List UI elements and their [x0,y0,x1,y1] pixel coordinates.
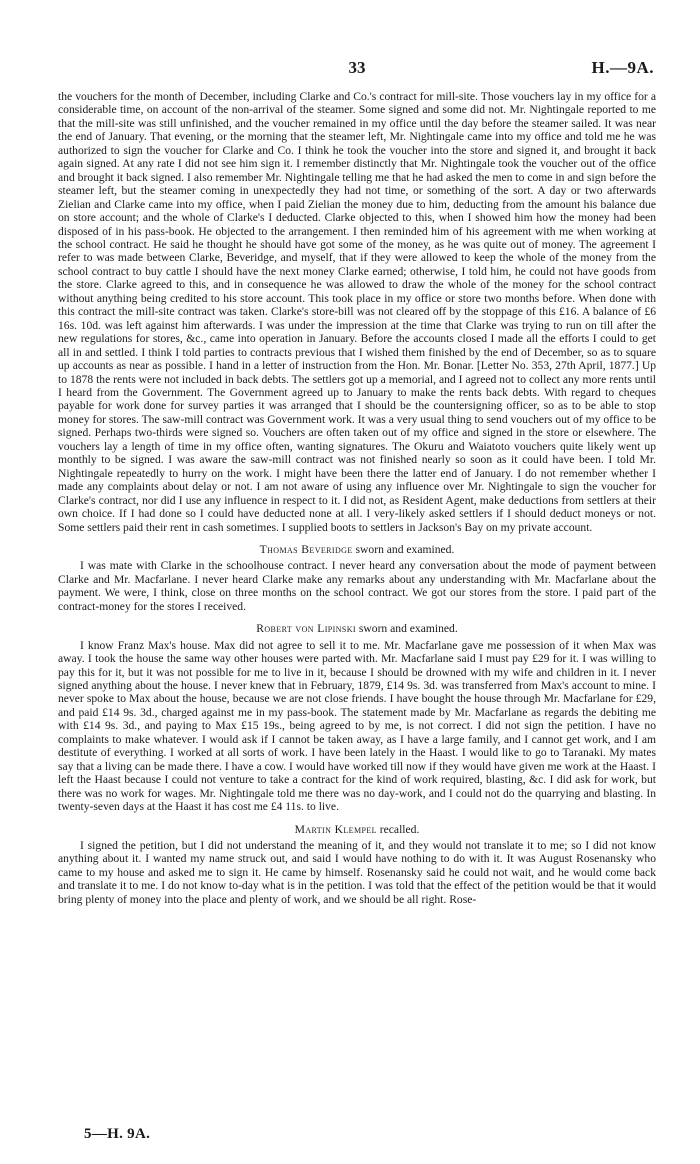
witness-status: recalled. [376,822,420,836]
witness-name: Robert von Lipinski [256,622,356,636]
paragraph-beveridge-testimony: I was mate with Clarke in the schoolhouse contract. I never heard any conversation about the mode of payment between Clarke and Mr. Macfarlane. I never heard Clarke make any remarks about any understanding with Mr. Macfarlane about the payment. We were, I think, close on three months on the school contract. We got our stores from the store. I paid part of the contract-money for the stores I received. [58,559,656,613]
document-reference: H.—9A. [591,58,654,77]
signature-mark: 5—H. 9A. [84,1126,151,1142]
section-heading-beveridge [58,543,656,556]
paragraph-klempel-testimony: I signed the petition, but I did not understand the meaning of it, and they would not translate it to me; so I did not know anything about it. I wanted my name struck out, and said I would have nothing to do with it. It was August Rosenansky who came to my house and asked me to sign it. He came by himself. Rosenansky said he could not wait, and he would come back and translate it to me. I do not know to-day what is in the petition. I was told that the effect of the petition would be that it would bring plenty of money into the place and plenty of work, and we should be all right. Rose- [58,839,656,906]
section-heading-lipinski [58,622,656,635]
witness-status: sworn and examined. [355,622,458,636]
witness-name: Martin Klempel [294,822,377,836]
paragraph-testimony-continued: the vouchers for the month of December, including Clarke and Co.'s contract for mill-site. Those vouchers lay in my office for a considerable time, on account of the non-arrival of the steamer. Some signed and some did not. Mr. Nightingale reported to me that the mill-site was still unfinished, and the voucher remained in my office until the day before the steamer sailed. It was near the end of January. That evening, or the morning that the steamer left, Mr. Nightingale came into my office and told me he was authorized to sign the voucher for Clarke and Co. I think he took the voucher into the store and signed it, and brought it back again signed. At any rate I did not see him sign it. I remember distinctly that Mr. Nightingale took the voucher out of the office and brought it back signed. I also remember Mr. Nightingale telling me that he had asked the men to come in and sign before the steamer left, but the steamer coming in unexpectedly they had not time, or something of the sort. A day or two afterwards Zielian and Clarke came into my office, when I paid Zielian the money due to him, deducting from the amount his balance due on store account; and the whole of Clarke's I deducted. Clarke objected to this, when I showed him how the money had been disposed of in his pass-book. He objected to the arrangement. I then reminded him of his agreement with me when working at the school contract. He said he thought he should have got some of the money, as he was quite out of money. The agreement I refer to was made between Clarke, Beveridge, and myself, that if they were allowed to keep the whole of the money from the school contract to buy cattle I should have the next money Clarke earned; otherwise, I told him, he could not have goods from the store. Clarke agreed to this, and in consequence he was allowed to draw the whole of the money for the school contract without anything being credited to his store account. This took place in my office or store two months before. When done with this contract the mill-site contract was taken. Clarke's store-bill was not cleared off by the stoppage of this £16. A balance of £6 16s. 10d. was left against him afterwards. I was under the impression at the time that Clarke was trying to run on till after the new regulations for stores, &c., came into operation in January. Before the accounts closed I made all the efforts I could to get all in and settled. I think I told parties to contracts previous that I wished them finished by the end of December, so as to square up accounts as near as possible. I hand in a letter of instruction from the Hon. Mr. Bonar. [Letter No. 353, 27th April, 1877.] Up to 1878 the rents were not included in back debts. The settlers got up a memorial, and I agreed not to collect any more rents until I heard from the Government. The Government agreed up to January to make the rents back debts. With regard to cheques payable for work done for survey parties it was arranged that I should be the countersigning officer, so as to be able to stop money for stores. The saw-mill contract was Government work. It was a very usual thing to send vouchers out of my office to be signed. Perhaps two-thirds were signed so. Vouchers are often taken out of my office and signed in the store or elsewhere. The vouchers lay a length of time in my office often, wanting signatures. The Okuru and Waiatoto vouchers quite likely went up monthly to be signed. I was aware the saw-mill contract was not finished nearly so soon as it could have been. I told Mr. Nightingale repeatedly to hurry on the work. I might have been there the latter end of January. I do not remember whether I made any complaints about delay or not. I am not aware of using any influence over Mr. Nightingale to sign the voucher for Clarke's contract, nor did I use any influence in respect to it. I did not, as Resident Agent, make deductions from settlers at their own choice. If I had done so I could have deducted none at all. I very-likely asked settlers if I should deduct moneys or not. Some settlers paid their rent in cash sometimes. I supplied boots to settlers in Jackson's Bay on my private account. [58,90,656,534]
witness-status: sworn and examined. [352,542,455,556]
document-body [58,90,656,906]
page-header [58,0,656,90]
witness-name: Thomas Beveridge [259,542,353,556]
page-number: 33 [348,58,366,77]
paragraph-lipinski-testimony: I know Franz Max's house. Max did not agree to sell it to me. Mr. Macfarlane gave me possession of it when Max was away. I took the house the same way other houses were parted with. Mr. Macfarlane said I must pay £29 for it. I was willing to pay this for it, but it was not possible for me to live in it, because I should be drowned with my wife and children in it. I never signed anything about the house. I never knew that in February, 1879, £14 9s. 3d. was transferred from Max's account to mine. I never spoke to Max about the house, because we are not close friends. I have bought the house through Mr. Macfarlane for £29, and paid £14 9s. 3d., charged against me in my pass-book. The statement made by Mr. Macfarlane as regards the debiting me with £14 9s. 3d., and paying to Max £15 19s., being agreed to by me, is not correct. I did not sign the petition. I have no complaints to make whatever. I would ask if I cannot be taken away, as I have a large family, and I cannot get work, and I am destitute of everything. I worked at all sorts of work. I have been lately in the Haast. I would like to go to Taranaki. My mates say that a living can be made there. I have a cow. I would have worked till now if they would have given me work at the Haast. I left the Haast because I could not venture to take a contract for the kind of work required, blasting, &c. I did ask for work, but there was no work for wages. Mr. Nightingale told me there was no day-work, and I could not do the quarrying and blasting. In twenty-seven days at the Haast it has cost me £4 11s. to live. [58,638,656,814]
section-heading-klempel [58,823,656,836]
